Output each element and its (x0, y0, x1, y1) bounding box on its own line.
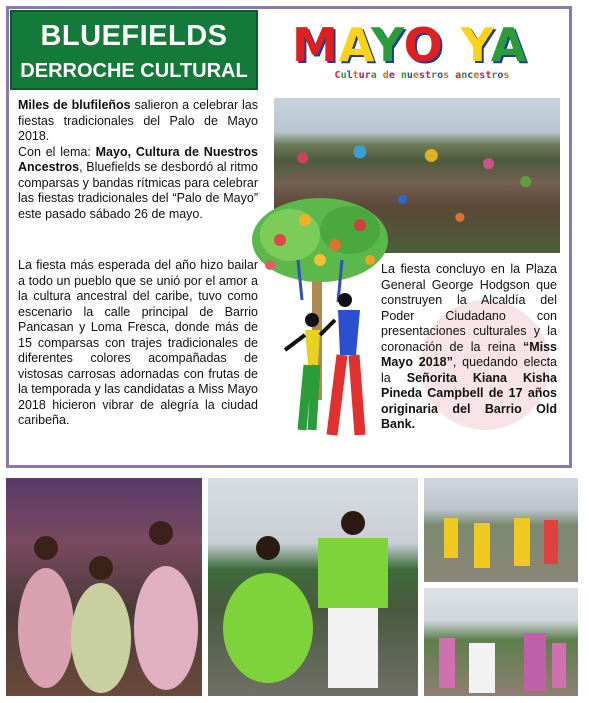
intro-paragraph (18, 98, 258, 222)
title-line1: BLUEFIELDS (40, 20, 228, 52)
logo-letter: M (292, 18, 339, 72)
miss-mayo-title: “Miss Mayo 2018” (381, 339, 557, 369)
photo-green-dancers (208, 478, 418, 696)
logo-letter: A (490, 18, 528, 72)
photo-yellow-parade (424, 478, 578, 582)
intro-bold: Miles de blufileños (18, 98, 131, 112)
queen-name: Señorita Kiana Kisha Pineda Campbell de 17 años originaria del Barrio Old Bank. (381, 370, 558, 431)
logo-letter: O (403, 18, 444, 72)
title-line2: DERROCHE CULTURAL (20, 60, 248, 82)
logo-subtitle-text: Cultura de nuestros ancestros (334, 70, 510, 81)
logo-letter (444, 18, 461, 72)
mayo-ya-logo (292, 20, 552, 70)
logo-letter: Y (460, 18, 491, 72)
motto-rest: , Bluefields se desbordó al ritmo comparsas y bandas rítmicas para celebrar las fiestas tradicionales del “Palo de Mayo” este pasado sábado 26 de mayo. (18, 160, 258, 221)
photo-dancers-night (6, 478, 202, 696)
title-banner (10, 10, 258, 90)
motto-bold: Mayo, Cultura de Nuestros Ancestros (18, 144, 258, 174)
closing-mid: , quedando electa la (381, 355, 557, 385)
closing-paragraph (381, 262, 557, 433)
maypole-tree-icon (250, 190, 390, 460)
motto-start: Con el lema: (18, 144, 96, 159)
photo-pink-parade (424, 588, 578, 696)
logo-letter: Y (370, 18, 404, 72)
intro-rest: salieron a celebrar las fiestas tradicionales del Palo de Mayo 2018. (18, 98, 258, 143)
dancing-couple-icon (285, 293, 360, 435)
logo-subtitle (292, 70, 552, 81)
closing-start: La fiesta concluyo en la Plaza General George Hodgson que construyen la Alcaldía del Poder Ciudadano con presentaciones culturales y la coronación de la reina (381, 262, 557, 354)
logo-letter: A (338, 18, 371, 72)
body-paragraph: La fiesta más esperada del año hizo bailar a todo un pueblo que se unió por el amor a la cultura ancestral del caribe, tuvo como escenario la calle principal de Barrio Pancasan y Loma Fresca, donde más de 15 comparsas con trajes tradicionales de diferentes colores acompañadas de vistosas carrosas adornadas con frutas de la temporada y las candidatas a Miss Mayo 2018 hicieron vibrar de alegría la ciudad caribeña. (18, 258, 258, 427)
